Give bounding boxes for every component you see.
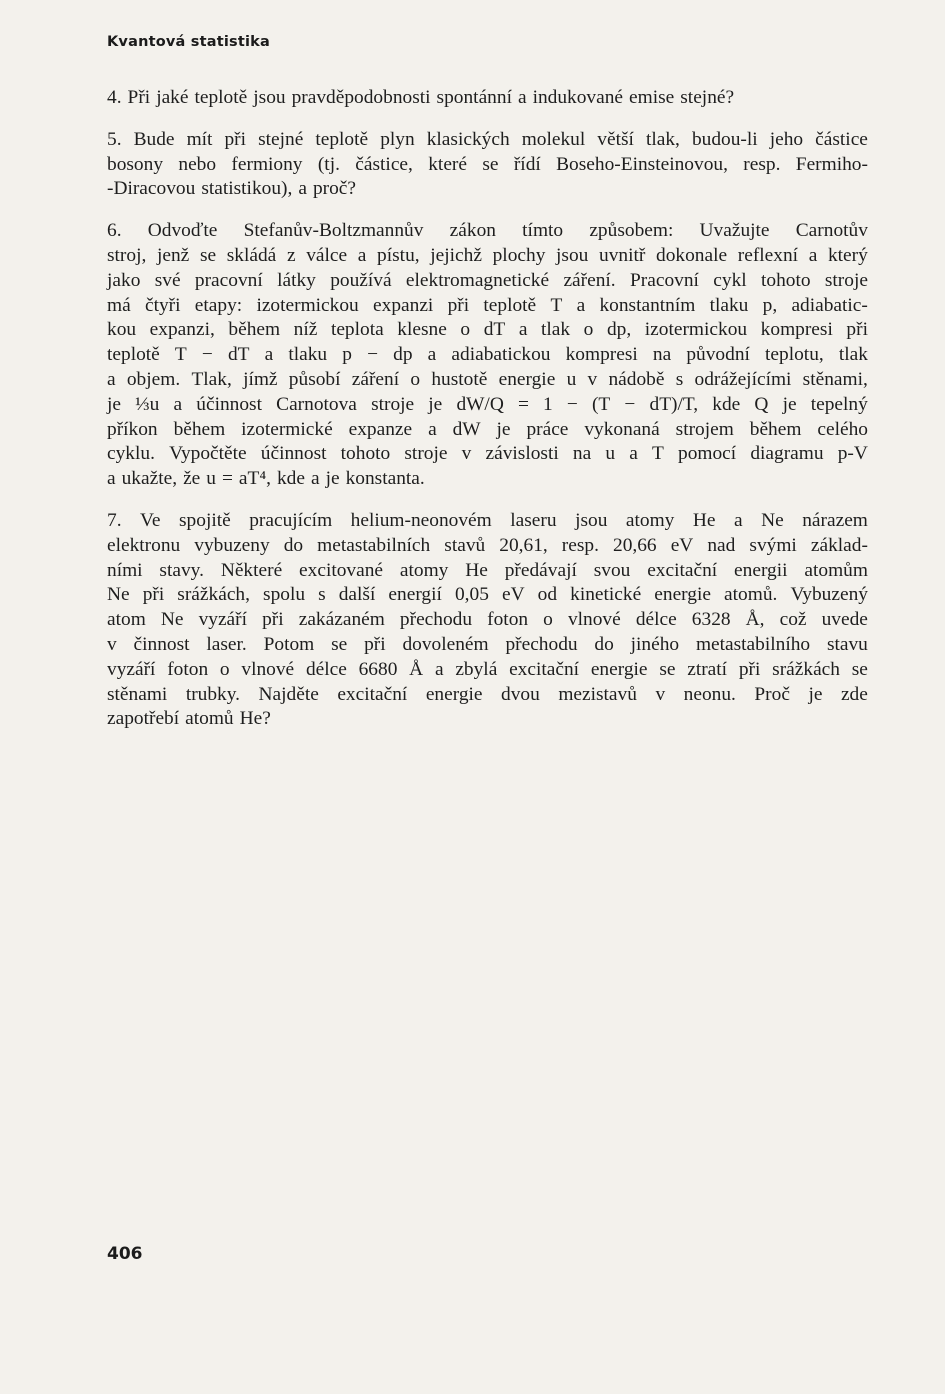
text-line: atom Ne vyzáří při zakázaném přechodu foton o vlnové délce 6328 Å, což uvede — [107, 609, 868, 631]
text-line: má čtyři etapy: izotermickou expanzi při teplotě T a konstantním tlaku p, adiabatic- — [107, 294, 868, 316]
text-line: cyklu. Vypočtěte účinnost tohoto stroje v závislosti na u a T pomocí diagramu p-V — [107, 443, 868, 465]
text-line: vyzáří foton o vlnové délce 6680 Å a zbylá excitační energie se ztratí při srážkách se — [107, 658, 868, 680]
text-line: stěnami trubky. Najděte excitační energie dvou mezistavů v neonu. Proč je zde — [107, 683, 868, 705]
problem-6 — [107, 219, 868, 492]
text-line: zapotřebí atomů He? — [107, 708, 271, 730]
text-line: elektronu vybuzeny do metastabilních stavů 20,61, resp. 20,66 eV nad svými základ- — [107, 534, 868, 556]
text-line: 5. Bude mít při stejné teplotě plyn klasických molekul větší tlak, budou-li jeho částice — [107, 128, 868, 150]
text-line: a ukažte, že u = aT⁴, kde a je konstanta. — [107, 468, 425, 490]
problem-7 — [107, 509, 868, 732]
text-line: -Diracovou statistikou), a proč? — [107, 178, 357, 200]
text-line: 4. Při jaké teplotě jsou pravděpodobnosti spontánní a indukované emise stejné? — [107, 87, 735, 108]
text-line: příkon během izotermické expanze a dW je práce vykonaná strojem během celého — [107, 418, 868, 440]
problem-5 — [107, 128, 868, 202]
page-number: 406 — [107, 1244, 143, 1264]
text-line: stroj, jenž se skládá z válce a pístu, jejichž plochy jsou uvnitř dokonale reflexní a který — [107, 244, 868, 266]
text-line: teplotě T − dT a tlaku p − dp a adiabatickou kompresi na původní teplotu, tlak — [107, 344, 868, 366]
text-line: 6. Odvoďte Stefanův-Boltzmannův zákon tímto způsobem: Uvažujte Carnotův — [107, 220, 868, 242]
problem-4 — [107, 86, 868, 111]
text-line: Ne při srážkách, spolu s další energií 0,05 eV od kinetické energie atomů. Vybuzený — [107, 584, 868, 606]
text-line: a objem. Tlak, jímž působí záření o hustotě energie u v nádobě s odrážejícími stěnami, — [107, 368, 868, 390]
problem-list — [107, 86, 868, 749]
text-line: v činnost laser. Potom se při dovoleném přechodu do jiného metastabilního stavu — [107, 633, 868, 655]
running-head: Kvantová statistika — [107, 34, 270, 50]
text-line: ními stavy. Některé excitované atomy He předávají svou excitační energii atomům — [107, 559, 868, 581]
text-line: 7. Ve spojitě pracujícím helium-neonovém laseru jsou atomy He a Ne nárazem — [107, 509, 868, 531]
text-line: jako své pracovní látky používá elektromagnetické záření. Pracovní cykl tohoto stroje — [107, 269, 868, 291]
text-line: je ⅓u a účinnost Carnotova stroje je dW/Q = 1 − (T − dT)/T, kde Q je tepelný — [107, 393, 868, 415]
text-line: kou expanzi, během níž teplota klesne o dT a tlak o dp, izotermickou kompresi při — [107, 319, 868, 341]
text-line: bosony nebo fermiony (tj. částice, které se řídí Boseho-Einsteinovou, resp. Fermiho- — [107, 153, 868, 175]
